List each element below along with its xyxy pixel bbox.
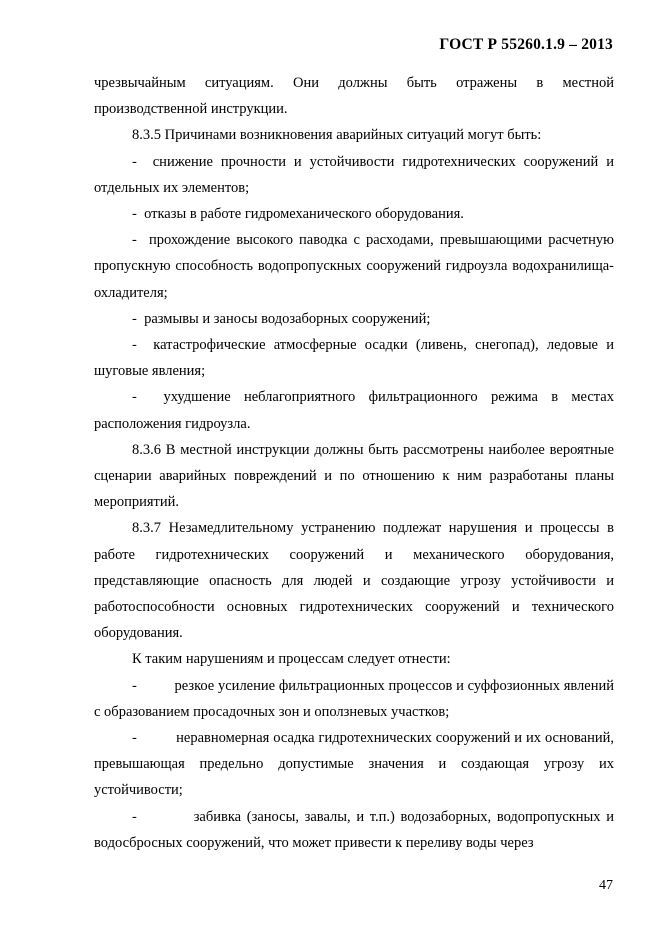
paragraph: 8.3.6 В местной инструкции должны быть рассмотрены наиболее вероятные сценарии аварийных повреждений и по отношению к ним разработаны планы мероприятий. [94,441,614,511]
list-item: - снижение прочности и устойчивости гидротехнических сооружений и отдельных их элементов; [94,153,618,196]
document-header: ГОСТ Р 55260.1.9 – 2013 [439,36,613,53]
list-item: - размывы и заносы водозаборных сооружений; [132,310,431,327]
paragraph: чрезвычайным ситуациям. Они должны быть отражены в местной производственной инструкции. [94,75,614,118]
list-item: - ухудшение неблагоприятного фильтрационного режима в местах расположения гидроузла. [94,389,618,432]
document-body [94,70,618,856]
list-item: - неравномерная осадка гидротехнических сооружений и их оснований, превышающая предельно допустимые значения и создающая угрозу их устойчивости; [94,730,618,799]
paragraph: 8.3.7 Незамедлительному устранению подлежат нарушения и процессы в работе гидротехнических сооружений и механического оборудования, представляющие опасность для людей и создающие угрозу устойчивости и работоспособности основных гидротехнических сооружений и технического оборудования. [94,520,614,642]
page-number: 47 [599,878,613,893]
list-item: - отказы в работе гидромеханического оборудования. [132,206,464,223]
list-item: - резкое усиление фильтрационных процессов и суффозионных явлений с образованием просадочных зон и оползневых участков; [94,677,618,720]
list-item: - прохождение высокого паводка с расходами, превышающими расчетную пропускную способность водопропускных сооружений гидроузла водохранилища-охладителя; [94,232,618,301]
list-item: - катастрофические атмосферные осадки (ливень, снегопад), ледовые и шуговые явления; [94,337,618,380]
list-item: - забивка (заносы, завалы, и т.п.) водозаборных, водопропускных и водосбросных сооружений, что может привести к переливу воды через [94,808,618,851]
paragraph: К таким нарушениям и процессам следует отнести: [132,651,451,668]
paragraph: 8.3.5 Причинами возникновения аварийных ситуаций могут быть: [132,127,542,144]
